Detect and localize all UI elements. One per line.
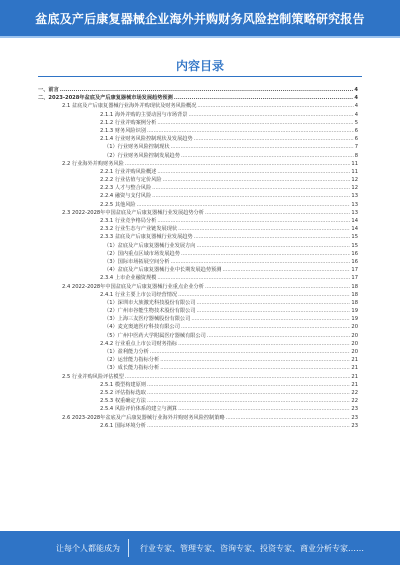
toc-entry-page: 18 [351, 299, 358, 306]
toc-entry-title: 二、2023-2028年盆底及产后康复器械市场发展趋势预测 [38, 95, 173, 102]
toc-entry[interactable] [38, 283, 358, 291]
toc-entry[interactable] [38, 315, 358, 323]
toc-entry-title: 2.5.1 模型构建原则 [100, 381, 146, 388]
toc-entry[interactable] [38, 373, 358, 381]
toc-entry-title: （1）深圳市大族激光科技股份有限公司 [104, 299, 196, 306]
toc-entry[interactable] [38, 152, 358, 160]
report-title: 盆底及产后康复器械企业海外并购财务风险控制策略研究报告 [35, 12, 365, 26]
toc-leader-dots [125, 160, 351, 168]
toc-leader-dots [188, 111, 353, 119]
toc-entry[interactable] [38, 209, 358, 217]
toc-leader-dots [197, 242, 351, 250]
toc-entry-page: 16 [351, 250, 358, 257]
toc-entry-title: （2）国内重点区域市场发展趋势 [104, 250, 180, 257]
toc-entry-page: 15 [351, 234, 358, 241]
toc-leader-dots [222, 266, 350, 274]
table-of-contents [38, 86, 358, 430]
toc-entry-title: 2.6.1 国际环境分析 [100, 422, 146, 429]
toc-entry-page: 4 [354, 111, 358, 118]
toc-entry-page: 23 [351, 406, 358, 413]
toc-entry-title: 2.1.4 行业财务风险控制现状及发展趋势 [100, 136, 193, 143]
toc-entry-page: 23 [351, 414, 358, 421]
toc-entry[interactable] [38, 250, 358, 258]
toc-entry-page: 19 [351, 308, 358, 315]
toc-leader-dots [147, 389, 350, 397]
toc-entry-page: 5 [354, 119, 358, 126]
toc-entry[interactable] [38, 176, 358, 184]
toc-entry-title: （3）国际市场拓展空间分析 [104, 258, 170, 265]
toc-leader-dots [152, 184, 350, 192]
toc-entry[interactable] [38, 192, 358, 200]
toc-entry[interactable] [38, 356, 358, 364]
toc-entry-page: 14 [351, 226, 358, 233]
footer-separator [128, 539, 129, 557]
toc-leader-dots [157, 168, 350, 176]
toc-leader-dots [197, 102, 353, 110]
toc-entry-page: 4 [354, 95, 358, 102]
toc-entry-page: 17 [351, 267, 358, 274]
toc-entry[interactable] [38, 414, 358, 422]
toc-entry[interactable] [38, 348, 358, 356]
toc-entry-title: （1）行业财务风险控制现状 [104, 144, 170, 151]
toc-leader-dots [160, 364, 350, 372]
toc-leader-dots [157, 217, 350, 225]
toc-entry[interactable] [38, 323, 358, 331]
toc-entry-page: 21 [351, 357, 358, 364]
toc-leader-dots [178, 405, 350, 413]
toc-entry-title: 2.3.3 盆底及产后康复器械行业发展趋势 [100, 234, 193, 241]
toc-leader-dots [137, 201, 351, 209]
toc-entry-title: （2）行业财务风险控制发展趋势 [104, 152, 180, 159]
footer-slogan: 让每个人都能成为 [56, 544, 120, 553]
toc-leader-dots [178, 340, 350, 348]
toc-leader-dots [157, 119, 353, 127]
toc-entry-page: 13 [351, 193, 358, 200]
toc-entry[interactable] [38, 340, 358, 348]
toc-entry[interactable] [38, 127, 358, 135]
toc-entry-title: 2.3.4 上市企业融资规模 [100, 275, 157, 282]
toc-entry-page: 6 [354, 127, 358, 134]
toc-entry-title: （4）盆底及产后康复器械行业中长期发展趋势预测 [104, 267, 222, 274]
toc-leader-dots [147, 397, 350, 405]
toc-entry-page: 17 [351, 275, 358, 282]
toc-entry[interactable] [38, 102, 358, 110]
toc-entry[interactable] [38, 94, 358, 102]
toc-entry-page: 22 [351, 398, 358, 405]
toc-entry[interactable] [38, 422, 358, 430]
toc-leader-dots [171, 143, 354, 151]
toc-leader-dots [171, 258, 351, 266]
toc-entry-title: 2.2.1 行业并购风险概述 [100, 168, 157, 175]
toc-entry-title: （2）运营能力指标分析 [104, 357, 160, 364]
toc-heading: 内容目录 [175, 59, 224, 73]
toc-entry-page: 20 [351, 332, 358, 339]
toc-entry-title: 2.3 2022-2028年中国盆底及产后康复器械行业发展趋势分析 [62, 209, 204, 216]
toc-leader-dots [160, 356, 350, 364]
toc-entry-page: 8 [354, 152, 358, 159]
toc-entry-page: 22 [351, 389, 358, 396]
toc-leader-dots [205, 209, 350, 217]
toc-entry[interactable] [38, 217, 358, 225]
toc-entry-page: 21 [351, 373, 358, 380]
toc-entry-page: 12 [351, 185, 358, 192]
toc-entry[interactable] [38, 201, 358, 209]
toc-entry-title: 2.1.2 行业并购案例分析 [100, 119, 157, 126]
toc-entry-title: 2.2.4 融资与支付风险 [100, 193, 152, 200]
toc-entry-title: 2.1.3 财务风险识别 [100, 127, 146, 134]
toc-entry-title: 2.2.3 人才与整合风险 [100, 185, 152, 192]
toc-entry[interactable] [38, 307, 358, 315]
toc-entry[interactable] [38, 184, 358, 192]
toc-entry[interactable] [38, 242, 358, 250]
toc-entry-title: 2.2.2 行业估值与定价风险 [100, 177, 162, 184]
toc-entry-page: 15 [351, 242, 358, 249]
toc-entry[interactable] [38, 258, 358, 266]
toc-entry-page: 23 [351, 422, 358, 429]
toc-entry-title: 2.3.1 行业竞争格局分析 [100, 218, 157, 224]
toc-entry[interactable] [38, 332, 358, 340]
toc-leader-dots [174, 94, 354, 102]
toc-entry-title: （2）广州市谷能生物技术股份有限公司 [104, 308, 196, 315]
toc-entry-page: 20 [351, 340, 358, 347]
toc-entry[interactable] [38, 389, 358, 397]
toc-entry-title: 2.2.5 其他风险 [100, 201, 136, 208]
toc-entry-title: 2.5.3 权重确定方法 [100, 398, 146, 405]
toc-entry-title: 2.1 盆底及产后康复器械行业海外并购现状及财务风险概况 [62, 103, 197, 110]
toc-divider [38, 76, 362, 77]
toc-entry-page: 11 [351, 168, 358, 175]
toc-entry-title: 2.4 2022-2028年中国盆底及产后康复器械行业重点企业分析 [62, 283, 204, 290]
toc-entry-title: 2.1.1 海外并购的主要动因与市场背景 [100, 111, 188, 118]
toc-entry-page: 4 [354, 103, 358, 110]
toc-entry-title: 2.2 行业海外并购财务风险 [62, 160, 124, 167]
toc-entry-title: 2.4.2 行业重点上市公司财务指标 [100, 340, 178, 347]
toc-leader-dots [226, 414, 351, 422]
toc-entry[interactable] [38, 168, 358, 176]
toc-entry[interactable] [38, 111, 358, 119]
toc-entry-page: 21 [351, 365, 358, 372]
toc-entry-page: 16 [351, 258, 358, 265]
toc-leader-dots [191, 315, 350, 323]
toc-leader-dots [194, 135, 354, 143]
toc-leader-dots [194, 233, 351, 241]
toc-entry-title: 2.5.2 评估指标选取 [100, 389, 146, 396]
toc-leader-dots [207, 332, 351, 340]
toc-entry[interactable] [38, 160, 358, 168]
toc-leader-dots [181, 250, 350, 258]
toc-entry[interactable] [38, 266, 358, 274]
toc-leader-dots [147, 127, 354, 135]
toc-leader-dots [157, 274, 350, 282]
toc-leader-dots [147, 422, 350, 430]
toc-entry[interactable] [38, 405, 358, 413]
toc-entry-page: 19 [351, 316, 358, 323]
toc-leader-dots [152, 192, 350, 200]
toc-entry[interactable] [38, 381, 358, 389]
toc-entry-page: 13 [351, 209, 358, 216]
toc-entry-title: （4）麦克奥迪医疗科技有限公司 [104, 324, 180, 331]
toc-leader-dots [205, 283, 350, 291]
toc-entry-page: 4 [354, 87, 358, 93]
toc-entry[interactable] [38, 135, 358, 143]
toc-entry-page: 13 [351, 201, 358, 208]
toc-entry[interactable] [38, 397, 358, 405]
toc-entry-title: （5）广州中医药大学附属医疗器械有限公司 [104, 332, 206, 339]
header-accent-line [0, 36, 400, 38]
toc-entry[interactable] [38, 143, 358, 151]
toc-entry-title: 2.5.4 风险评价体系的建立与测算 [100, 406, 178, 413]
toc-entry[interactable] [38, 119, 358, 127]
toc-leader-dots [163, 176, 351, 184]
toc-entry-title: 2.3.2 行业生态与产业链发展现状 [100, 226, 178, 233]
toc-leader-dots [178, 225, 350, 233]
toc-leader-dots [181, 152, 354, 160]
toc-leader-dots [181, 323, 350, 331]
toc-leader-dots [60, 86, 354, 94]
toc-entry[interactable] [38, 364, 358, 372]
toc-entry-title: （1）盆底及产后康复器械行业发展方向 [104, 242, 196, 249]
toc-entry-title: 2.6 2023-2028年盆底及产后康复器械行业海外并购财务风险控制策略 [62, 414, 225, 421]
toc-entry[interactable] [38, 86, 358, 94]
toc-entry[interactable] [38, 233, 358, 241]
toc-entry-page: 20 [351, 324, 358, 331]
toc-entry-title: （3）上海三友医疗器械股份有限公司 [104, 316, 191, 323]
toc-entry-page: 21 [351, 381, 358, 388]
toc-entry-title: 一、前言 [38, 87, 59, 93]
toc-leader-dots [150, 348, 351, 356]
toc-leader-dots [147, 381, 350, 389]
toc-entry-page: 20 [351, 349, 358, 355]
toc-entry-title: （1）盈利能力分析 [104, 349, 149, 355]
toc-entry-page: 12 [351, 177, 358, 184]
toc-leader-dots [197, 299, 351, 307]
toc-entry-title: 2.5 行业并购风险评估模型 [62, 373, 124, 380]
toc-leader-dots [125, 373, 351, 381]
toc-entry-page: 18 [351, 291, 358, 298]
toc-entry-title: （3）成长能力指标分析 [104, 365, 160, 372]
toc-leader-dots [197, 307, 351, 315]
toc-entry[interactable] [38, 225, 358, 233]
toc-entry-page: 6 [354, 136, 358, 143]
toc-entry-page: 7 [354, 144, 358, 151]
toc-entry-page: 18 [351, 283, 358, 290]
footer-tagline: 行业专家、管理专家、咨询专家、投资专家、商业分析专家…… [140, 544, 364, 553]
toc-entry-title: 2.4.1 行业主要上市公司经营情况 [100, 291, 178, 298]
toc-entry[interactable] [38, 299, 358, 307]
toc-leader-dots [178, 291, 350, 299]
toc-entry-page: 11 [351, 160, 358, 167]
toc-entry[interactable] [38, 291, 358, 299]
toc-entry-page: 14 [351, 218, 358, 224]
toc-entry[interactable] [38, 274, 358, 282]
footer-bar [0, 531, 400, 565]
